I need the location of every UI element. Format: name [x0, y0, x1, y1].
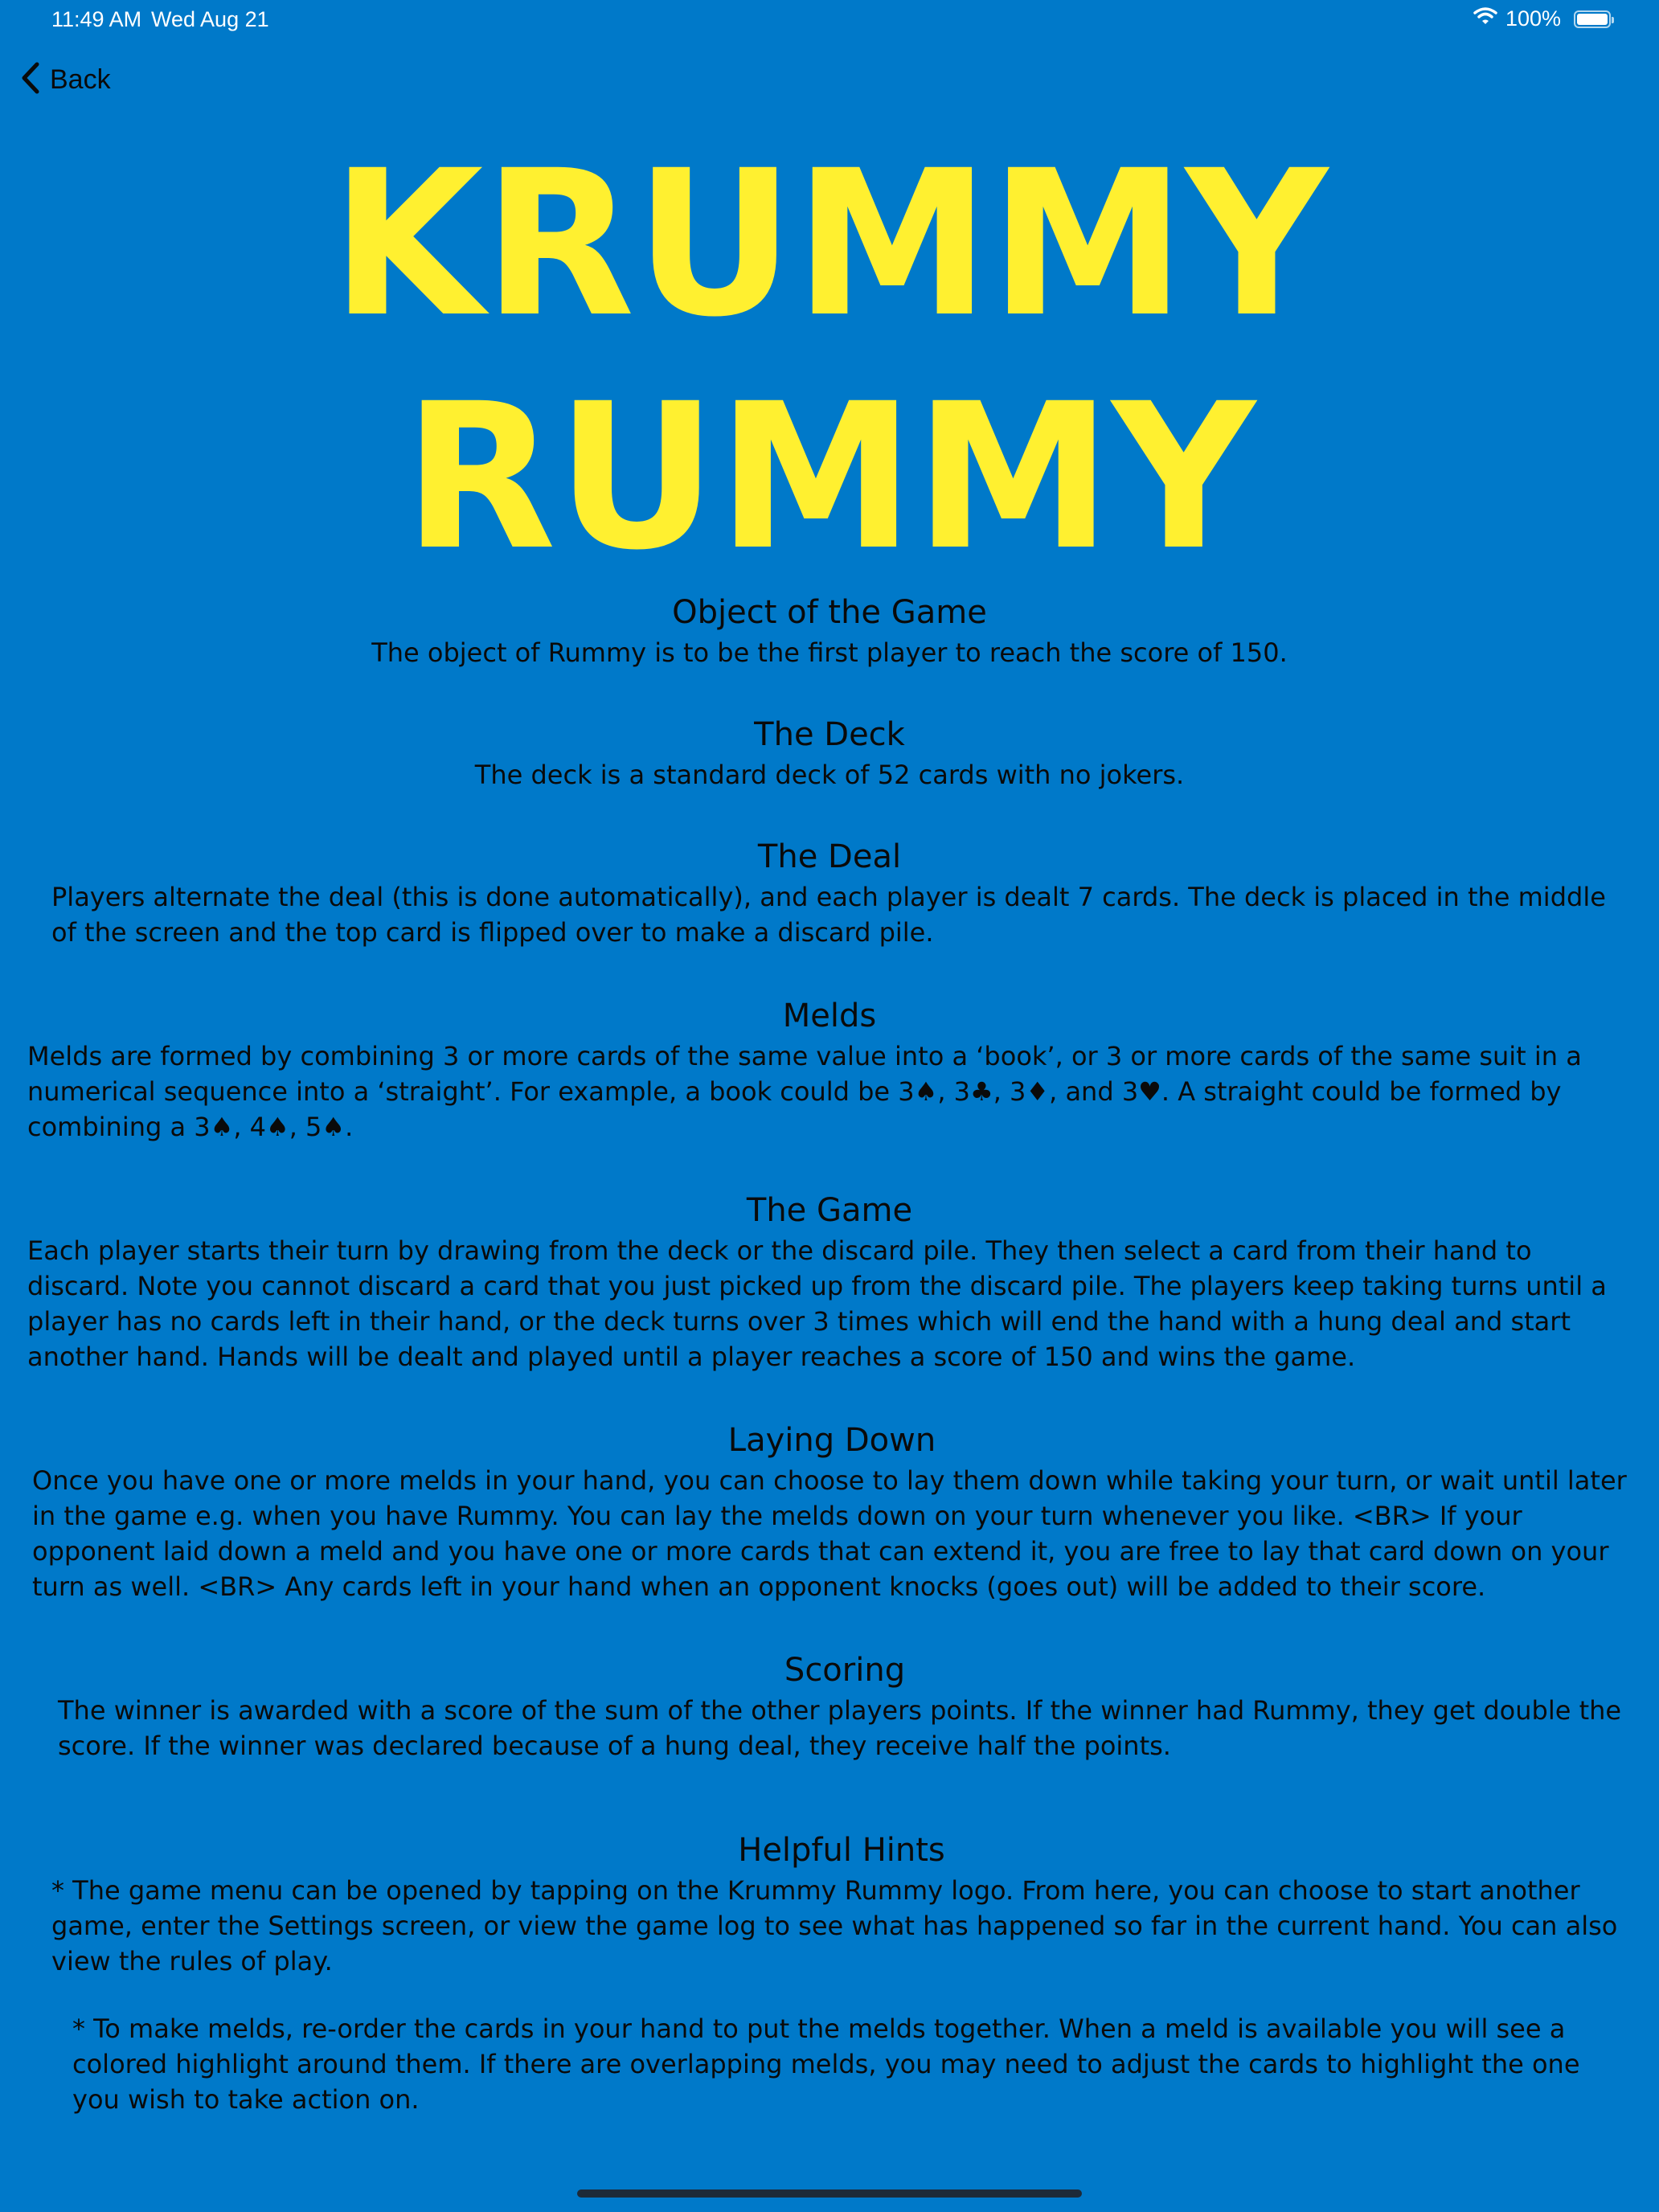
heading-game: The Game	[746, 1192, 913, 1229]
text-melds: Melds are formed by combining 3 or more cards of the same value into a ‘book’, or 3 or more cards of the same suit in a numerical sequence into a ‘straight’. For example, a book could be 3♠, 3♣, 3♦, and 3♥. A straight could be formed by combining a 3♠, 4♠, 5♠.	[27, 1041, 1582, 1142]
krummy-rummy-logo[interactable]	[305, 121, 1354, 571]
logo-line-2: RUMMY	[403, 360, 1258, 571]
section-melds	[27, 997, 1632, 1145]
section-deck	[32, 715, 1627, 793]
heading-deal: The Deal	[757, 838, 902, 875]
back-button[interactable]	[19, 61, 111, 98]
text-object: The object of Rummy is to be the first player to reach the score of 150.	[371, 637, 1288, 668]
heading-laying-down: Laying Down	[727, 1422, 936, 1459]
text-scoring: The winner is awarded with a score of the sum of the other players points. If the winner had Rummy, they get double the score. If the winner was declared because of a hung deal, they receive half the points.	[58, 1695, 1622, 1761]
text-game: Each player starts their turn by drawing from the deck or the discard pile. They then select a card from their hand to discard. Note you cannot discard a card that you just picked up from the discard pile. The players keep taking turns until a player has no cards left in their hand, or the deck turns over 3 times which will end the hand with a hung deal and start another hand. Hands will be dealt and played until a player reaches a score of 150 and wins the game.	[27, 1235, 1607, 1372]
text-laying-down: Once you have one or more melds in your hand, you can choose to lay them down while taking your turn, or wait until later in the game e.g. when you have Rummy. You can lay the melds down on your turn whenever you like. <BR> If your opponent laid down a meld and you have one or more cards that can extend it, you are free to lay that card down on your turn as well. <BR> Any cards left in your hand when an opponent knocks (goes out) will be added to their score.	[32, 1465, 1627, 1602]
heading-deck: The Deck	[754, 716, 905, 753]
section-hints	[51, 1831, 1632, 2117]
heading-hints: Helpful Hints	[738, 1832, 945, 1869]
battery-icon	[1574, 10, 1611, 28]
home-indicator[interactable]	[577, 2189, 1082, 2198]
text-deal: Players alternate the deal (this is done automatically), and each player is dealt 7 cards. The deck is placed in the middle of the screen and the top card is flipped over to make a discard pile.	[51, 882, 1606, 948]
section-deal	[51, 838, 1627, 950]
status-indicators	[1473, 6, 1611, 31]
chevron-left-icon	[19, 61, 42, 98]
heading-object: Object of the Game	[672, 594, 987, 631]
status-bar	[0, 0, 1659, 40]
heading-melds: Melds	[782, 997, 877, 1034]
text-deck: The deck is a standard deck of 52 cards with no jokers.	[474, 760, 1185, 790]
text-hint-1: * The game menu can be opened by tapping on the Krummy Rummy logo. From here, you can choose to start another game, enter the Settings screen, or view the game log to see what has happened so far in the current hand. You can also view the rules of play.	[51, 1875, 1618, 1976]
heading-scoring: Scoring	[784, 1652, 906, 1689]
section-game	[27, 1191, 1632, 1374]
section-laying-down	[32, 1421, 1632, 1604]
battery-percent: 100%	[1505, 6, 1561, 31]
back-label: Back	[50, 63, 111, 95]
section-object	[32, 593, 1627, 670]
wifi-icon	[1473, 6, 1497, 31]
battery-level	[1577, 14, 1608, 25]
logo-line-1: KRUMMY	[331, 127, 1330, 361]
status-date: Wed Aug 21	[151, 7, 269, 31]
text-hint-2: * To make melds, re-order the cards in your hand to put the melds together. When a meld is available you will see a colored highlight around them. If there are overlapping melds, you may need to adjust the cards to highlight the one you wish to take action on.	[72, 2013, 1580, 2115]
section-scoring	[58, 1651, 1632, 1763]
status-time: 11:49 AM	[51, 7, 142, 31]
